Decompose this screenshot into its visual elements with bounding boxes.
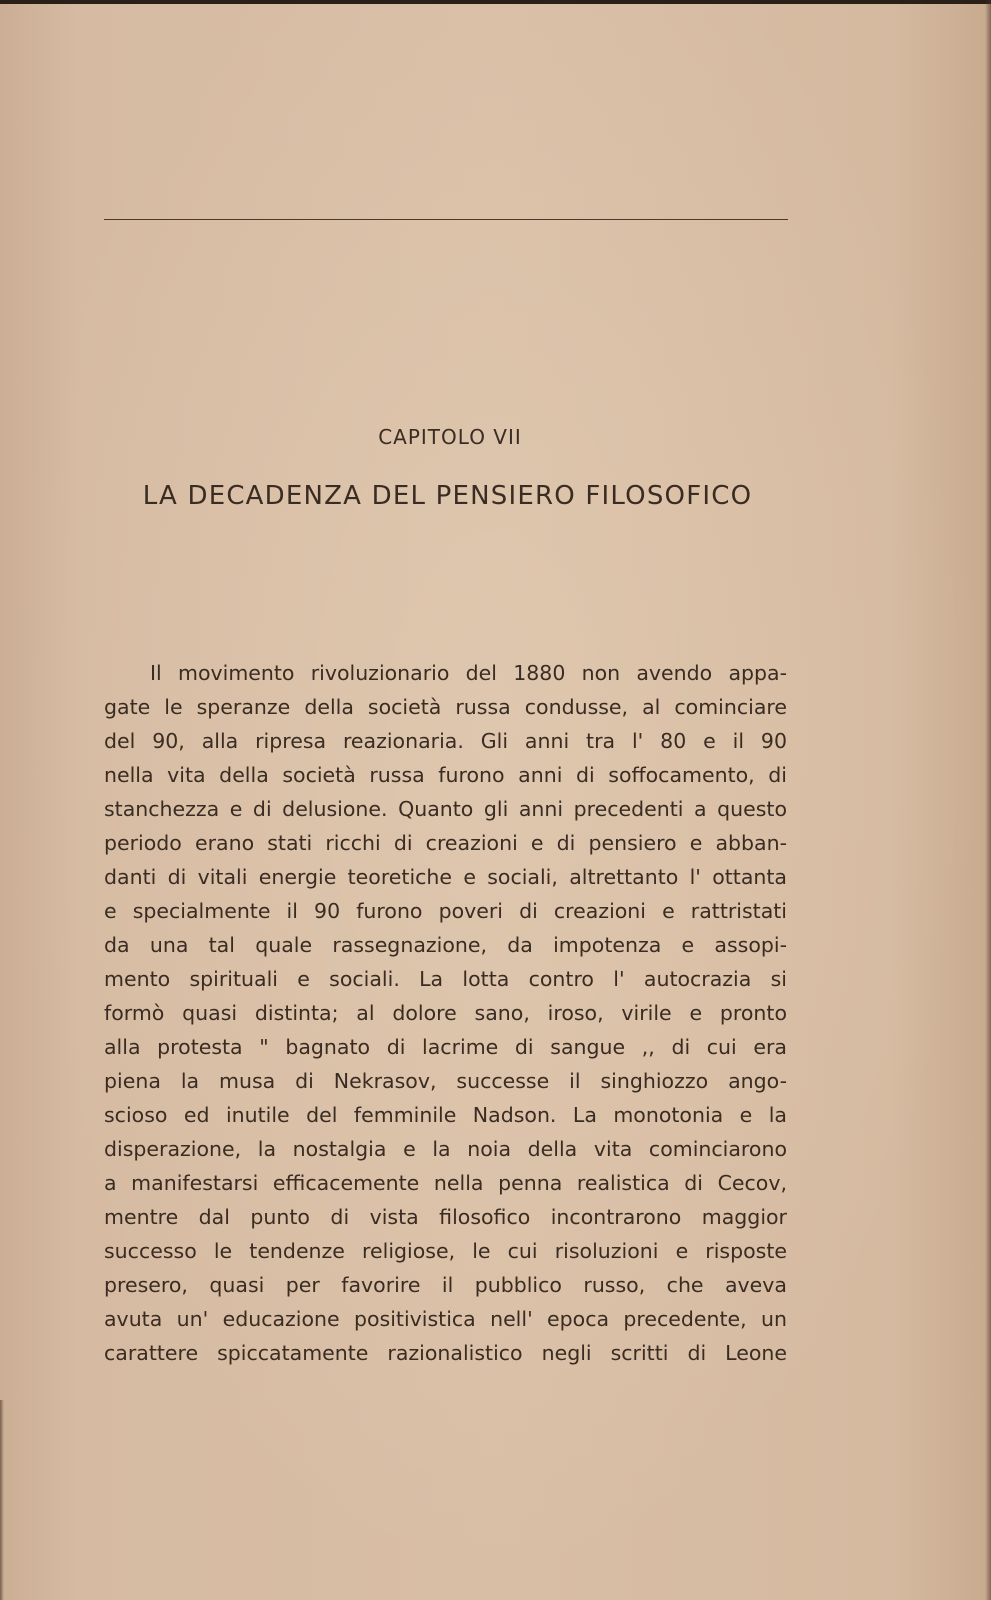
text-line: del 90, alla ripresa reazionaria. Gli anni tra l' 80 e il 90 [104, 729, 787, 753]
text-line: scioso ed inutile del femminile Nadson. La monotonia e la [104, 1103, 787, 1127]
text-line: periodo erano stati ricchi di creazioni e di pensiero e abban- [104, 831, 787, 855]
text-line: a manifestarsi efficacemente nella penna realistica di Cecov, [104, 1171, 787, 1195]
body-text [104, 656, 787, 1370]
page-right-edge [985, 0, 991, 1600]
text-line: da una tal quale rassegnazione, da impotenza e assopi- [104, 933, 787, 957]
text-line: gate le speranze della società russa condusse, al cominciare [104, 695, 787, 719]
text-line: formò quasi distinta; al dolore sano, iroso, virile e pronto [104, 1001, 787, 1025]
text-line: e specialmente il 90 furono poveri di creazioni e rattristati [104, 899, 787, 923]
page-left-edge [0, 1400, 4, 1600]
header-rule [104, 219, 788, 220]
text-line: alla protesta " bagnato di lacrime di sangue ,, di cui era [104, 1035, 787, 1059]
page-top-edge [0, 0, 991, 4]
text-line: piena la musa di Nekrasov, successe il singhiozzo ango- [104, 1069, 787, 1093]
text-line: mentre dal punto di vista filosofico incontrarono maggior [104, 1205, 787, 1229]
text-line: avuta un' educazione positivistica nell' epoca precedente, un [104, 1307, 787, 1331]
text-line: successo le tendenze religiose, le cui risoluzioni e risposte [104, 1239, 787, 1263]
chapter-title: LA DECADENZA DEL PENSIERO FILOSOFICO [142, 481, 753, 511]
chapter-number: CAPITOLO VII [378, 425, 522, 449]
text-line: Il movimento rivoluzionario del 1880 non avendo appa- [150, 661, 787, 685]
text-line: stanchezza e di delusione. Quanto gli anni precedenti a questo [104, 797, 787, 821]
text-line: carattere spiccatamente razionalistico negli scritti di Leone [104, 1341, 787, 1365]
text-line: nella vita della società russa furono anni di soffocamento, di [104, 763, 787, 787]
text-line: presero, quasi per favorire il pubblico russo, che aveva [104, 1273, 787, 1297]
text-line: mento spirituali e sociali. La lotta contro l' autocrazia si [104, 967, 787, 991]
text-line: disperazione, la nostalgia e la noia della vita cominciarono [104, 1137, 787, 1161]
text-line: danti di vitali energie teoretiche e sociali, altrettanto l' ottanta [104, 865, 787, 889]
